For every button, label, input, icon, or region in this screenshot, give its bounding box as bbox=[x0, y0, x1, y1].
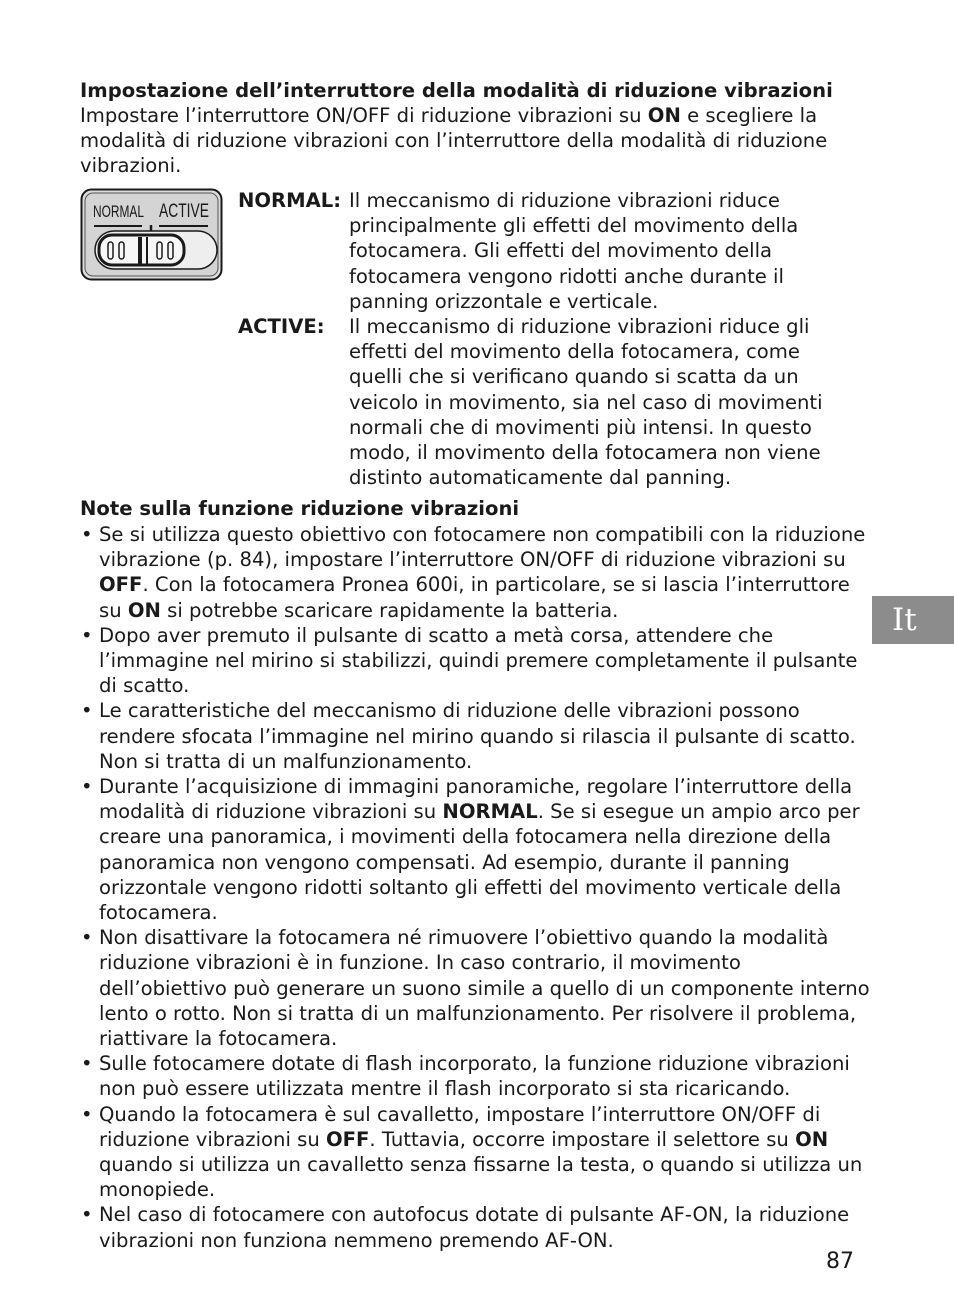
notes-list bbox=[80, 522, 870, 1253]
note-item: • Sulle fotocamere dotate di flash incorporato, la funzione riduzione vibrazioni non può essere utilizzata mentre il flash incorporato si sta ricaricando. bbox=[80, 1051, 870, 1101]
note-item bbox=[80, 774, 870, 925]
note-keyword: OFF bbox=[325, 1127, 370, 1151]
switch-label-active: ACTIVE bbox=[159, 201, 209, 222]
note-item: • Non disattivare la fotocamera né rimuovere l’obiettivo quando la modalità riduzione vibrazioni è in funzione. In caso contrario, il movimento dell’obiettivo può generare un suono simile a quello di un componente interno lento o rotto. Non si tratta di un malfunzionamento. Per risolvere il problema, riattivare la fotocamera. bbox=[80, 925, 870, 1051]
vr-mode-switch-illustration bbox=[80, 188, 223, 281]
note-text: Quando la fotocamera è sul cavalletto, impostare l’interruttore ON/OFF di riduzione vibrazioni su bbox=[99, 1102, 821, 1151]
note-item: • Nel caso di fotocamere con autofocus dotate di pulsante AF-ON, la riduzione vibrazioni non funziona nemmeno premendo AF-ON. bbox=[80, 1202, 870, 1252]
note-item: • Le caratteristiche del meccanismo di riduzione delle vibrazioni possono rendere sfocata l’immagine nel mirino quando si rilascia il pulsante di scatto. Non si tratta di un malfunzionamento. bbox=[80, 698, 870, 774]
note-text: si potrebbe scaricare rapidamente la batteria. bbox=[160, 598, 619, 622]
intro-text-2: e scegliere la modalità di riduzione vibrazioni con l’interruttore della modalità di riduzione vibrazioni. bbox=[80, 104, 828, 178]
intro-on-keyword: ON bbox=[647, 104, 681, 127]
language-tab: It bbox=[872, 596, 954, 644]
mode-normal-term: NORMAL: bbox=[238, 189, 342, 212]
note-keyword: ON bbox=[795, 1127, 829, 1151]
note-text: Durante l’acquisizione di immagini panoramiche, regolare l’interruttore della modalità di riduzione vibrazioni su bbox=[99, 775, 853, 824]
note-keyword: ON bbox=[127, 598, 161, 622]
notes-title: Note sulla funzione riduzione vibrazioni bbox=[80, 497, 520, 520]
intro-text-1: Impostare l’interruttore ON/OFF di riduzione vibrazioni su bbox=[80, 104, 648, 127]
section-title: Impostazione dell’interruttore della modalità di riduzione vibrazioni bbox=[80, 79, 833, 102]
note-item: • Dopo aver premuto il pulsante di scatto a metà corsa, attendere che l’immagine nel mirino si stabilizzi, quindi premere completamente il pulsante di scatto. bbox=[80, 623, 870, 699]
note-text: . Se si esegue un ampio arco per creare una panoramica, i movimenti della fotocamera nella direzione della panoramica non vengono compensati. Ad esempio, durante il panning orizzontale vengono ridotti soltanto gli effetti del movimento verticale della fotocamera. bbox=[99, 800, 860, 925]
note-text: . Tuttavia, occorre impostare il selettore su bbox=[369, 1127, 796, 1151]
note-item bbox=[80, 522, 870, 623]
note-keyword: OFF bbox=[99, 573, 143, 597]
mode-active-description: Il meccanismo di riduzione vibrazioni riduce gli effetti del movimento della fotocamera, come quelli che si verificano quando si scatta da un veicolo in movimento, sia nel caso di movimenti normali che di movimenti più intensi. In questo modo, il movimento della fotocamera non viene distinto automaticamente dal panning. bbox=[349, 315, 823, 490]
intro-paragraph bbox=[80, 103, 850, 179]
mode-active-term: ACTIVE: bbox=[238, 315, 325, 338]
note-text: . Con la fotocamera Pronea 600i, in particolare, se si lascia l’interruttore su bbox=[99, 573, 850, 622]
note-keyword: NORMAL bbox=[442, 800, 538, 824]
page-number: 87 bbox=[826, 1249, 854, 1274]
note-text: Se si utilizza questo obiettivo con fotocamere non compatibili con la riduzione vibrazione (p. 84), impostare l’interruttore ON/OFF di riduzione vibrazioni su bbox=[99, 523, 866, 572]
note-item bbox=[80, 1102, 870, 1203]
mode-normal-description: Il meccanismo di riduzione vibrazioni riduce principalmente gli effetti del movimento della fotocamera. Gli effetti del movimento della fotocamera vengono ridotti anche durante il panning orizzontale e verticale. bbox=[349, 189, 799, 313]
note-text: quando si utilizza un cavalletto senza fissarne la testa, o quando si utilizza un monopiede. bbox=[99, 1153, 863, 1202]
switch-label-normal: NORMAL bbox=[93, 202, 144, 221]
